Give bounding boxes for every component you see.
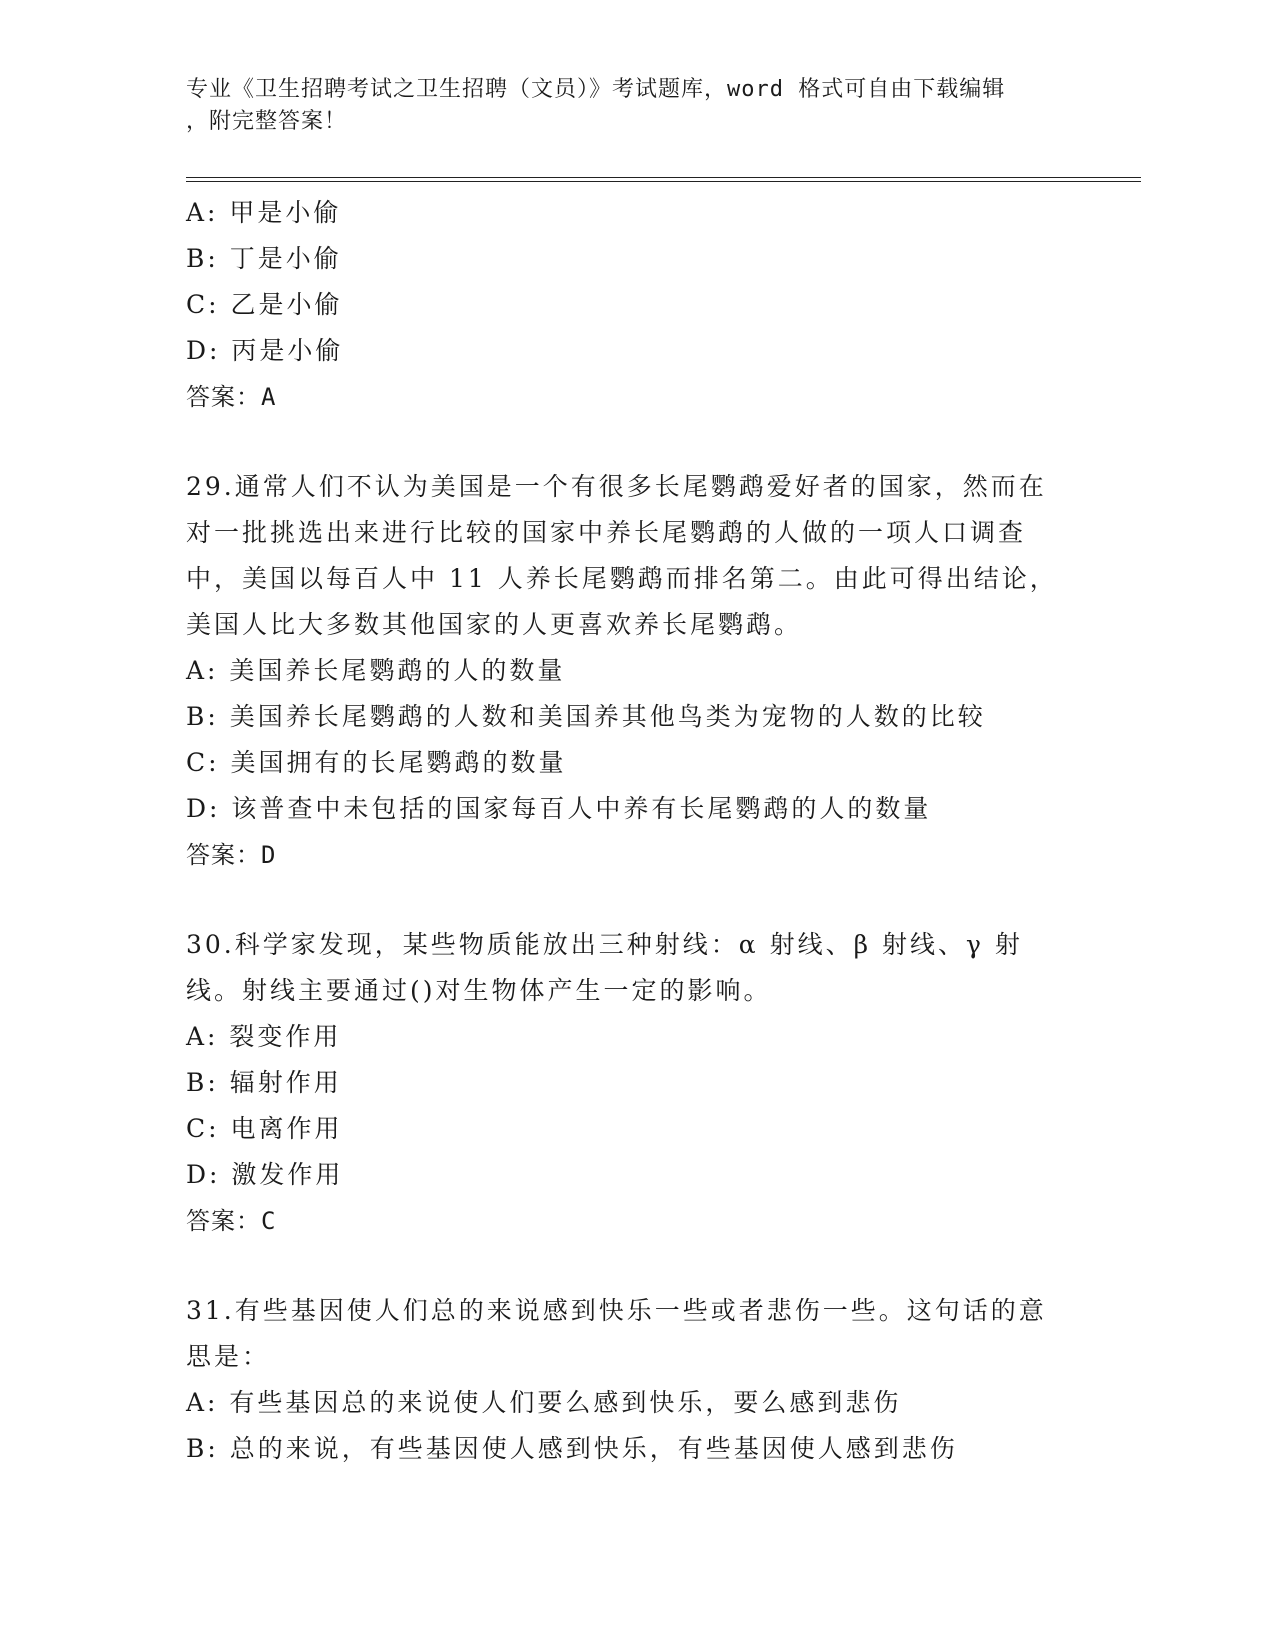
- option-a: A: 有些基因总的来说使人们要么感到快乐，要么感到悲伤: [186, 1388, 902, 1417]
- question-text-line: 29.通常人们不认为美国是一个有很多长尾鹦鹉爱好者的国家，然而在: [186, 472, 1047, 501]
- question-30: [186, 922, 1086, 1244]
- option-c: C: 乙是小偷: [186, 290, 343, 319]
- question-text-line: 线。射线主要通过()对生物体产生一定的影响。: [186, 976, 772, 1005]
- document-header: [186, 74, 1066, 138]
- answer-line: 答案：A: [186, 383, 277, 411]
- question-text-line: 美国人比大多数其他国家的人更喜欢养长尾鹦鹉。: [186, 610, 803, 639]
- question-text-line: 思是：: [186, 1342, 271, 1371]
- spacer: [186, 420, 1086, 464]
- header-divider-top: [186, 177, 1141, 178]
- question-text-line: 对一批挑选出来进行比较的国家中养长尾鹦鹉的人做的一项人口调查: [186, 518, 1027, 547]
- question-text-line: 30.科学家发现，某些物质能放出三种射线：α 射线、β 射线、γ 射: [186, 930, 1023, 959]
- question-31: [186, 1288, 1086, 1472]
- header-line-1: 专业《卫生招聘考试之卫生招聘（文员）》考试题库，word 格式可自由下载编辑: [186, 77, 1006, 102]
- header-divider-bottom: [186, 181, 1141, 182]
- question-text-line: 中，美国以每百人中 11 人养长尾鹦鹉而排名第二。由此可得出结论，: [186, 564, 1058, 593]
- option-d: D: 激发作用: [186, 1160, 344, 1189]
- question-text: [186, 464, 1086, 648]
- answer-line: 答案：D: [186, 841, 277, 869]
- option-b: B: 美国养长尾鹦鹉的人数和美国养其他鸟类为宠物的人数的比较: [186, 702, 986, 731]
- question-29: [186, 464, 1086, 878]
- question-text: [186, 922, 1086, 1014]
- option-b: B: 辐射作用: [186, 1068, 342, 1097]
- spacer: [186, 878, 1086, 922]
- answer-line: 答案：C: [186, 1207, 277, 1235]
- question-text-line: 31.有些基因使人们总的来说感到快乐一些或者悲伤一些。这句话的意: [186, 1296, 1047, 1325]
- header-line-2: ，附完整答案！: [186, 109, 348, 134]
- option-c: C: 美国拥有的长尾鹦鹉的数量: [186, 748, 567, 777]
- option-d: D: 丙是小偷: [186, 336, 344, 365]
- option-a: A: 甲是小偷: [186, 198, 342, 227]
- spacer: [186, 1244, 1086, 1288]
- question-list: [186, 190, 1086, 1472]
- option-a: A: 裂变作用: [186, 1022, 342, 1051]
- option-a: A: 美国养长尾鹦鹉的人的数量: [186, 656, 566, 685]
- question-28: [186, 190, 1086, 420]
- option-b: B: 总的来说，有些基因使人感到快乐，有些基因使人感到悲伤: [186, 1434, 958, 1463]
- question-text: [186, 1288, 1086, 1380]
- option-c: C: 电离作用: [186, 1114, 343, 1143]
- option-d: D: 该普查中未包括的国家每百人中养有长尾鹦鹉的人的数量: [186, 794, 932, 823]
- option-b: B: 丁是小偷: [186, 244, 342, 273]
